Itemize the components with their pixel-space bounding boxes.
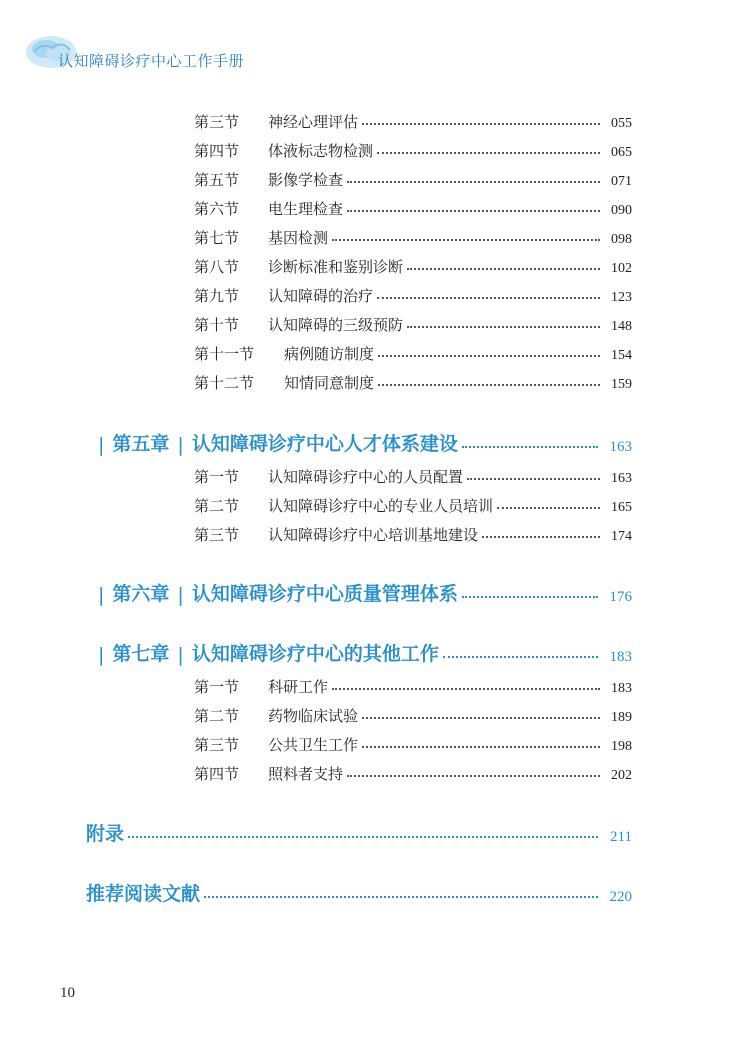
dot-leader (497, 507, 600, 509)
dot-leader (482, 536, 600, 538)
page-ref: 220 (609, 889, 632, 905)
section-number: 第三节 (194, 526, 240, 544)
section-title: 体液标志物检测 (268, 142, 374, 160)
page-ref: 176 (609, 589, 632, 605)
toc-chapter-6[interactable] (0, 572, 730, 606)
dot-leader (128, 836, 598, 838)
chapter-number: 第六章 (112, 583, 170, 605)
section-title: 药物临床试验 (268, 707, 359, 725)
section-title: 影像学检查 (268, 171, 344, 189)
chapter-title: 认知障碍诊疗中心的其他工作 (191, 643, 439, 665)
section-title: 病例随访制度 (284, 345, 375, 363)
page-ref: 098 (611, 232, 632, 247)
page-ref: 163 (611, 471, 632, 486)
toc-recommended-reading[interactable] (0, 872, 730, 906)
page-ref: 071 (611, 174, 632, 189)
header-title: 认知障碍诊疗中心工作手册 (58, 52, 245, 70)
toc-entry[interactable] (0, 220, 730, 248)
dot-leader (362, 746, 600, 748)
dot-leader (347, 181, 600, 183)
chapter-divider: | (98, 434, 105, 456)
toc-entry[interactable] (0, 517, 730, 545)
section-title: 认知障碍的治疗 (268, 287, 374, 305)
dot-leader (377, 297, 600, 299)
page-ref: 183 (609, 649, 632, 665)
dot-leader (362, 123, 600, 125)
dot-leader (347, 775, 600, 777)
toc-entry[interactable] (0, 278, 730, 306)
section-title: 基因检测 (268, 229, 329, 247)
section-number: 第六节 (194, 200, 240, 218)
toc-entry[interactable] (0, 727, 730, 755)
running-header (22, 30, 322, 80)
chapter-divider: | (177, 584, 184, 606)
section-title: 认知障碍诊疗中心的人员配置 (268, 468, 464, 486)
chapter-divider: | (177, 644, 184, 666)
appendix-title: 附录 (86, 823, 125, 845)
toc-entry[interactable] (0, 488, 730, 516)
toc-appendix[interactable] (0, 812, 730, 846)
section-title: 认知障碍诊疗中心的专业人员培训 (268, 497, 494, 515)
dot-leader (362, 717, 600, 719)
section-title: 认知障碍诊疗中心培训基地建设 (268, 526, 479, 544)
page-ref: 123 (611, 290, 632, 305)
page-ref: 055 (611, 116, 632, 131)
dot-leader (332, 239, 600, 241)
chapter-divider: | (98, 584, 105, 606)
section-title: 认知障碍的三级预防 (268, 316, 404, 334)
chapter-number: 第七章 (112, 643, 170, 665)
page-ref: 198 (611, 739, 632, 754)
page-ref: 189 (611, 710, 632, 725)
toc-chapter-7[interactable] (0, 632, 730, 666)
dot-leader (443, 656, 598, 658)
section-number: 第十二节 (194, 374, 255, 392)
chapter-title: 认知障碍诊疗中心质量管理体系 (191, 583, 458, 605)
page-ref: 102 (611, 261, 632, 276)
page-ref: 174 (611, 529, 632, 544)
section-number: 第三节 (194, 113, 240, 131)
dot-leader (462, 446, 598, 448)
section-number: 第二节 (194, 497, 240, 515)
page-ref: 090 (611, 203, 632, 218)
toc-entry[interactable] (0, 307, 730, 335)
page-ref: 154 (611, 348, 632, 363)
section-title: 诊断标准和鉴别诊断 (268, 258, 404, 276)
section-number: 第七节 (194, 229, 240, 247)
chapter-divider: | (177, 434, 184, 456)
section-number: 第五节 (194, 171, 240, 189)
page-ref: 163 (609, 439, 632, 455)
toc-entry[interactable] (0, 249, 730, 277)
dot-leader (204, 896, 598, 898)
dot-leader (378, 355, 600, 357)
toc-entry[interactable] (0, 104, 730, 132)
page-ref: 202 (611, 768, 632, 783)
dot-leader (467, 478, 600, 480)
toc-entry[interactable] (0, 191, 730, 219)
dot-leader (332, 688, 600, 690)
dot-leader (462, 596, 598, 598)
dot-leader (347, 210, 600, 212)
chapter-divider: | (98, 644, 105, 666)
page-ref: 165 (611, 500, 632, 515)
section-number: 第四节 (194, 765, 240, 783)
toc-entry[interactable] (0, 459, 730, 487)
toc-entry[interactable] (0, 133, 730, 161)
toc-entry[interactable] (0, 756, 730, 784)
dot-leader (407, 268, 600, 270)
dot-leader (378, 384, 600, 386)
chapter-number: 第五章 (112, 433, 170, 455)
section-number: 第一节 (194, 468, 240, 486)
toc-entry[interactable] (0, 365, 730, 393)
page-ref: 183 (611, 681, 632, 696)
section-number: 第八节 (194, 258, 240, 276)
page-ref: 148 (611, 319, 632, 334)
section-number: 第三节 (194, 736, 240, 754)
dot-leader (377, 152, 600, 154)
section-title: 电生理检查 (268, 200, 344, 218)
page-ref: 159 (611, 377, 632, 392)
section-title: 神经心理评估 (268, 113, 359, 131)
section-title: 公共卫生工作 (268, 736, 359, 754)
section-title: 知情同意制度 (284, 374, 375, 392)
section-title: 照料者支持 (268, 765, 344, 783)
dot-leader (407, 326, 600, 328)
toc-chapter-5[interactable] (0, 422, 730, 456)
section-title: 科研工作 (268, 678, 329, 696)
section-number: 第一节 (194, 678, 240, 696)
page-number: 10 (60, 985, 75, 1001)
toc-entry[interactable] (0, 698, 730, 726)
section-number: 第四节 (194, 142, 240, 160)
section-number: 第十一节 (194, 345, 255, 363)
toc-entry[interactable] (0, 336, 730, 364)
reading-title: 推荐阅读文献 (86, 883, 201, 905)
chapter-title: 认知障碍诊疗中心人才体系建设 (191, 433, 458, 455)
section-number: 第二节 (194, 707, 240, 725)
section-number: 第十节 (194, 316, 240, 334)
page-ref: 065 (611, 145, 632, 160)
toc-entry[interactable] (0, 669, 730, 697)
toc-entry[interactable] (0, 162, 730, 190)
section-number: 第九节 (194, 287, 240, 305)
page-ref: 211 (610, 829, 632, 845)
